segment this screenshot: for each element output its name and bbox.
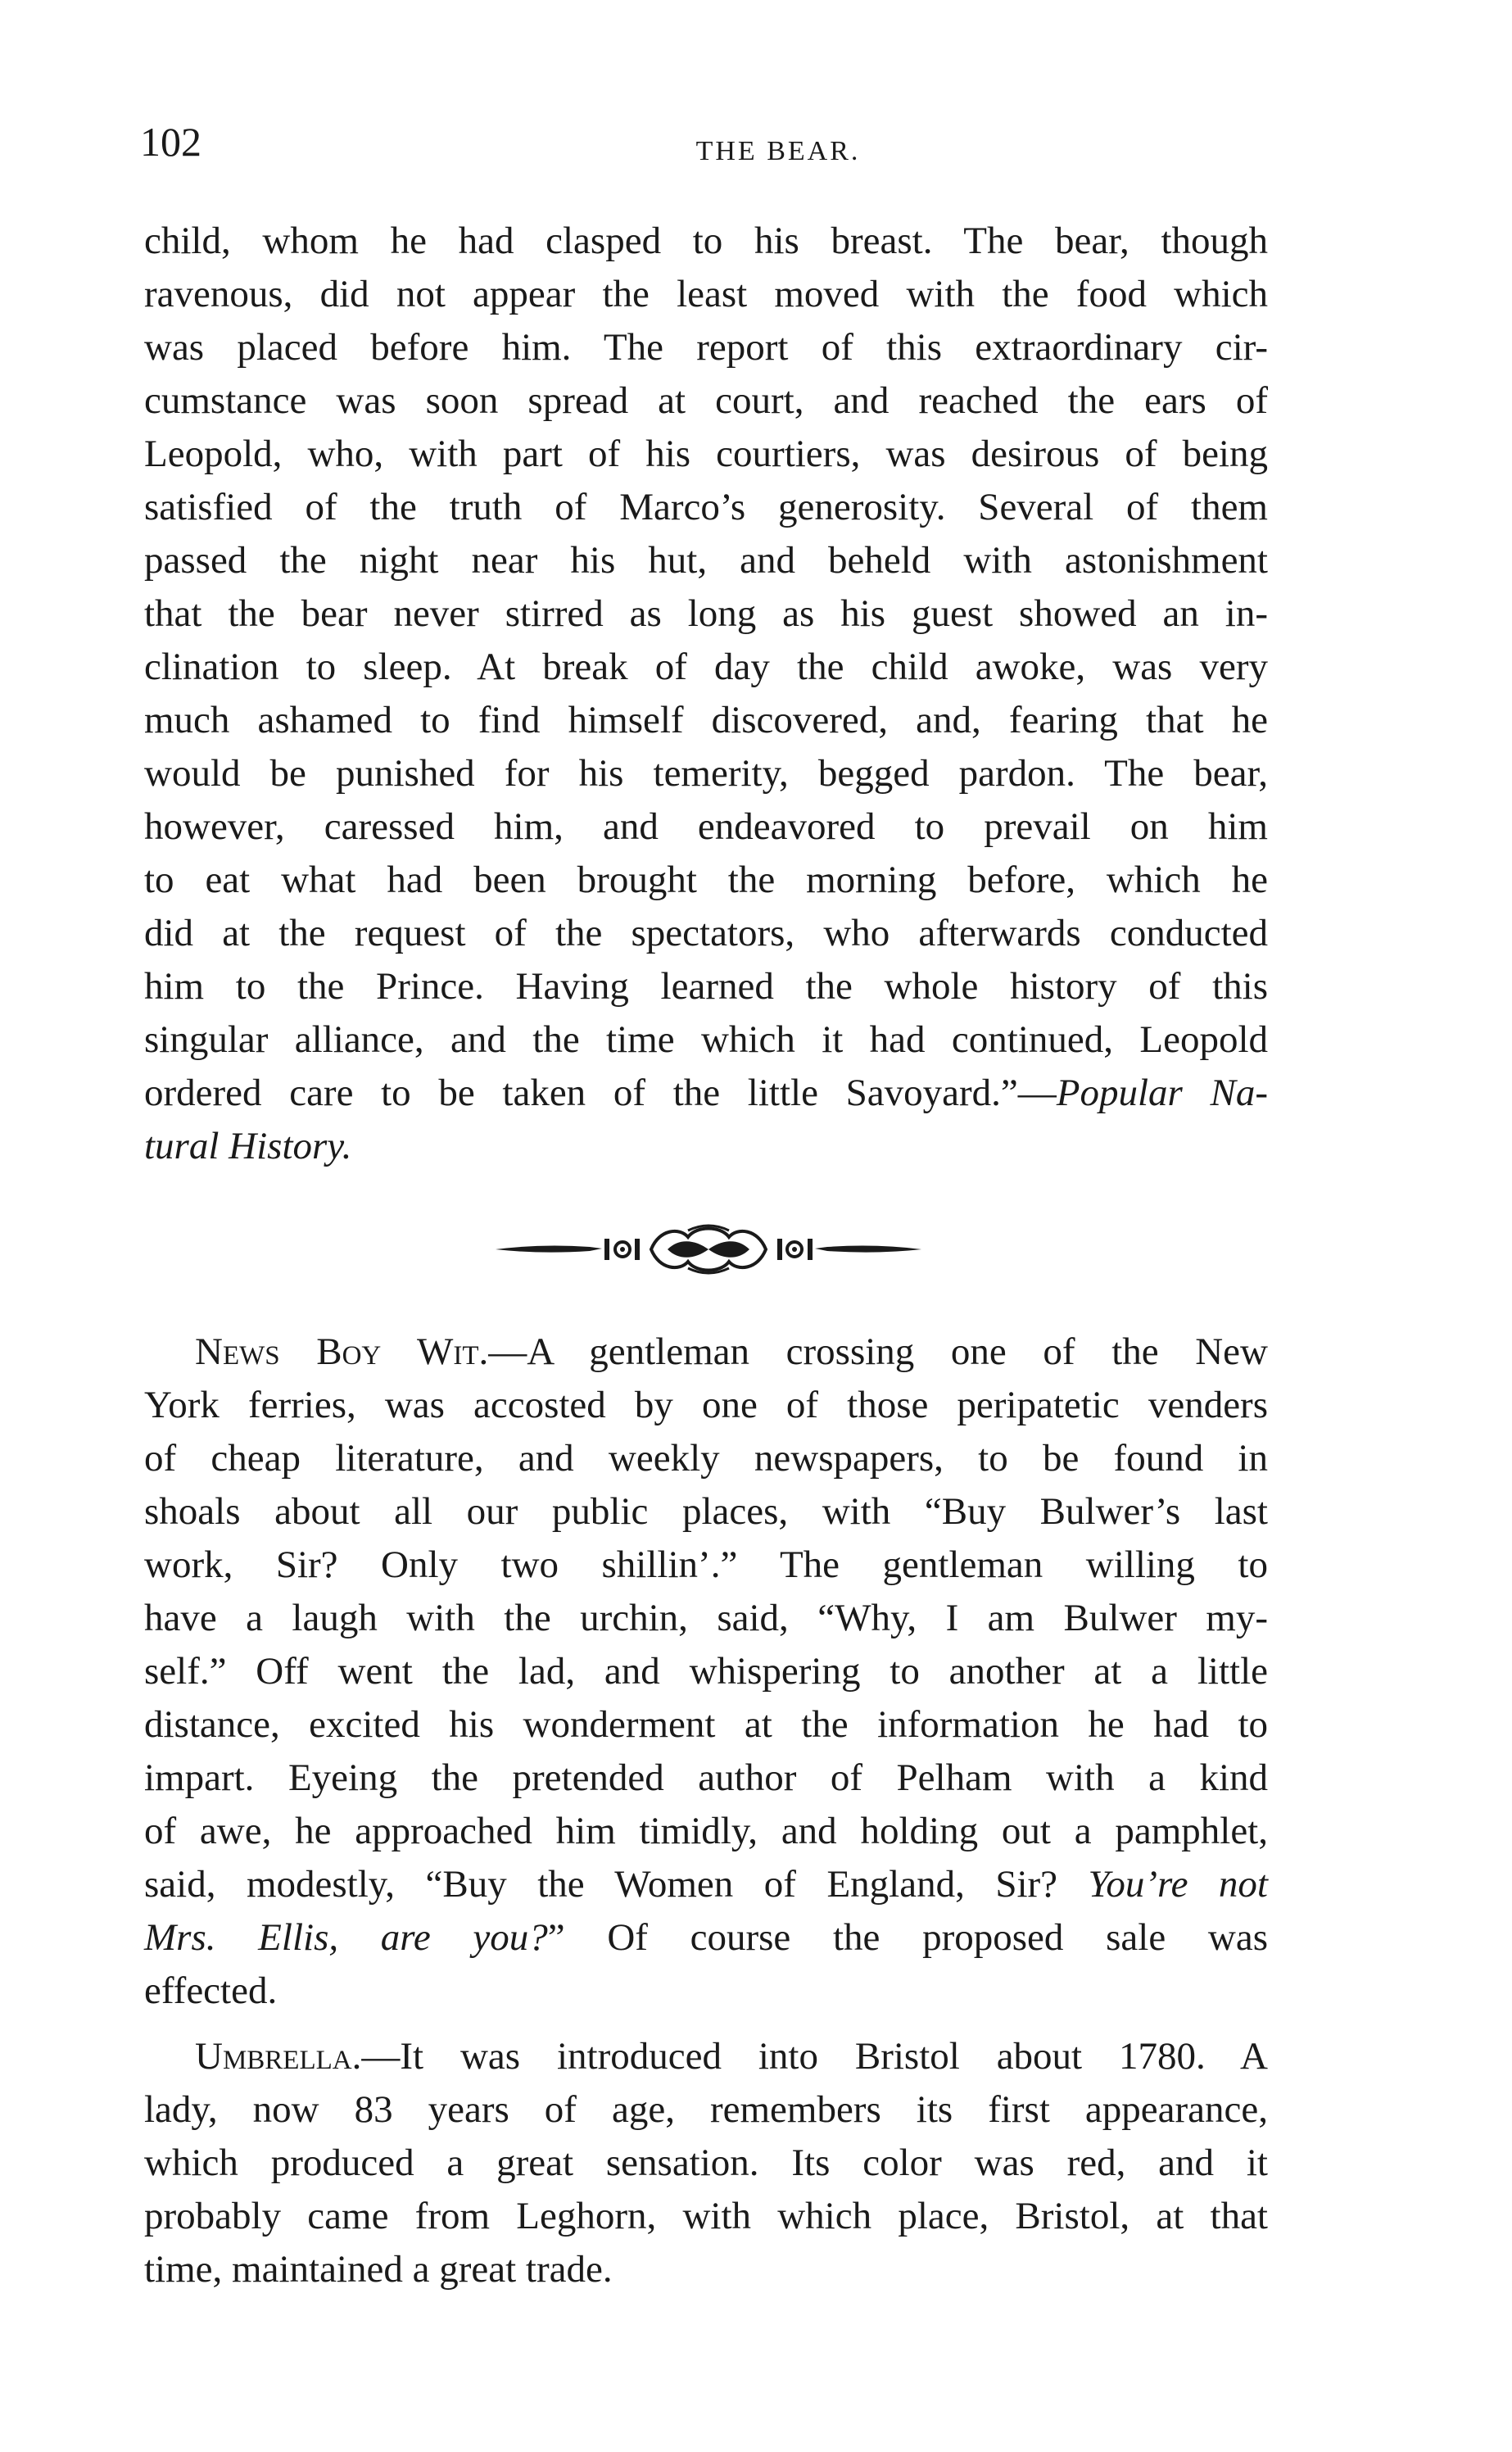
running-title: THE BEAR. xyxy=(695,136,861,166)
text-line: child, whom he had clasped to his breast. The bear, though xyxy=(144,220,1268,262)
text-line: satisfied of the truth of Marco’s generosity. Several of them xyxy=(144,486,1268,528)
text-line: probably came from Leghorn, with which place, Bristol, at that xyxy=(144,2195,1268,2237)
text-line: passed the night near his hut, and beheld with astonishment xyxy=(144,539,1268,582)
text-line: Leopold, who, with part of his courtiers, was desirous of being xyxy=(144,433,1268,475)
text-line: work, Sir? Only two shillin’.” The gentleman willing to xyxy=(144,1543,1268,1586)
text-run: ordered care to be taken of the little Savoyard.”— xyxy=(144,1072,1057,1114)
text-line: which produced a great sensation. Its color was red, and it xyxy=(144,2142,1268,2184)
ornament-divider xyxy=(491,1219,926,1276)
section-heading: News Boy Wit. xyxy=(195,1330,489,1373)
text-line: lady, now 83 years of age, remembers its first appearance, xyxy=(144,2088,1268,2131)
text-line: that the bear never stirred as long as his guest showed an in- xyxy=(144,592,1268,635)
text-run: —A gentleman crossing one of the New xyxy=(488,1330,1268,1373)
text-line: distance, excited his wonderment at the information he had to xyxy=(144,1703,1268,1746)
section-heading: Umbrella. xyxy=(195,2035,362,2078)
text-line: shoals about all our public places, with “Buy Bulwer’s last xyxy=(144,1490,1268,1533)
text-line: him to the Prince. Having learned the whole history of this xyxy=(144,965,1268,1008)
text-line xyxy=(144,1911,1268,1965)
text-line: much ashamed to find himself discovered, and, fearing that he xyxy=(144,699,1268,741)
text-line: ravenous, did not appear the least moved with the food which xyxy=(144,273,1268,315)
text-line: York ferries, was accosted by one of those peripatetic venders xyxy=(144,1384,1268,1426)
source-citation: Popular Na- xyxy=(1056,1072,1268,1114)
text-run: —It was introduced into Bristol about 1780. A xyxy=(361,2035,1268,2078)
text-run: ” Of course the proposed sale was xyxy=(547,1916,1268,1959)
text-line xyxy=(144,1858,1268,1911)
text-line: impart. Eyeing the pretended author of Pelham with a kind xyxy=(144,1756,1268,1799)
text-line: of cheap literature, and weekly newspapers, to be found in xyxy=(144,1437,1268,1480)
text-line: cumstance was soon spread at court, and reached the ears of xyxy=(144,379,1268,422)
text-line: did at the request of the spectators, who afterwards conducted xyxy=(144,912,1268,954)
text-line xyxy=(144,1326,1268,1379)
text-line: have a laugh with the urchin, said, “Why, I am Bulwer my- xyxy=(144,1597,1268,1639)
umbrella-paragraph xyxy=(144,2030,1268,2296)
text-line: time, maintained a great trade. xyxy=(144,2248,613,2291)
news-boy-paragraph xyxy=(144,1326,1268,2018)
text-line: would be punished for his temerity, begged pardon. The bear, xyxy=(144,752,1268,795)
text-line: singular alliance, and the time which it had continued, Leopold xyxy=(144,1018,1268,1061)
page-number: 102 xyxy=(140,119,201,165)
text-line xyxy=(144,1067,1268,1120)
text-line: to eat what had been brought the morning before, which he xyxy=(144,859,1268,901)
text-line: self.” Off went the lad, and whispering to another at a little xyxy=(144,1650,1268,1693)
text-line: effected. xyxy=(144,1969,278,2012)
text-line: however, caressed him, and endeavored to prevail on him xyxy=(144,805,1268,848)
italic-text: You’re not xyxy=(1088,1863,1268,1906)
italic-text: Mrs. Ellis, are you? xyxy=(144,1916,548,1959)
text-line: of awe, he approached him timidly, and holding out a pamphlet, xyxy=(144,1810,1268,1852)
text-line xyxy=(144,1120,1268,1173)
text-line: clination to sleep. At break of day the child awoke, was very xyxy=(144,646,1268,688)
bear-story-paragraph xyxy=(144,215,1268,1173)
source-citation: tural History. xyxy=(144,1125,352,1167)
text-line xyxy=(144,2030,1268,2083)
text-line: was placed before him. The report of this extraordinary cir- xyxy=(144,326,1268,369)
text-run: said, modestly, “Buy the Women of England, Sir? xyxy=(144,1863,1089,1906)
